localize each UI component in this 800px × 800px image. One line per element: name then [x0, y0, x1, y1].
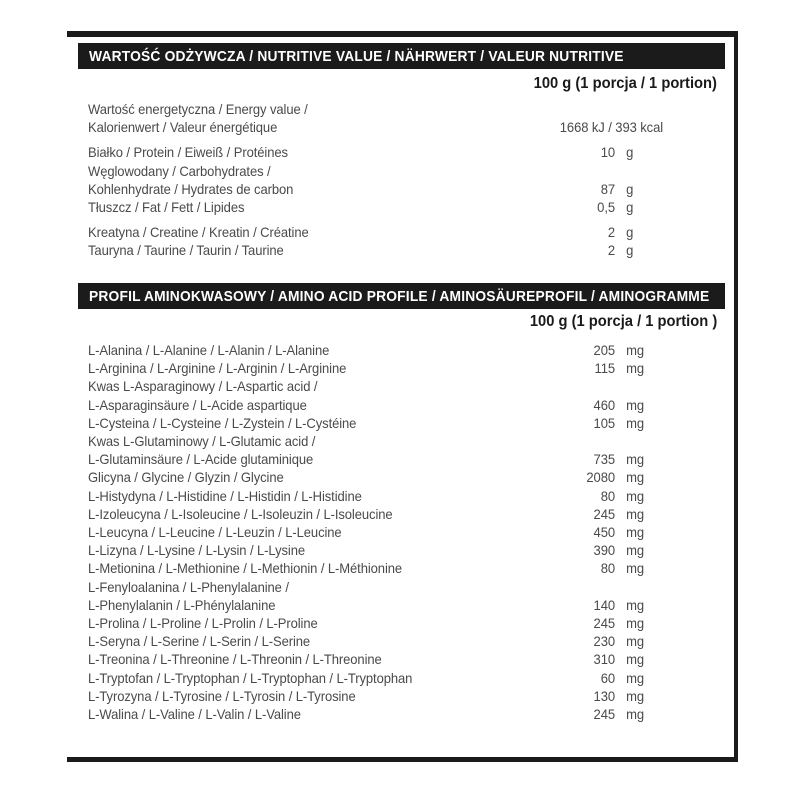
nutrient-unit: mg: [626, 669, 645, 686]
nutrient-name: Kreatyna / Creatine / Kreatin / Créatine: [88, 224, 309, 241]
row-group: [88, 341, 663, 723]
nutrient-amount: 80: [600, 560, 615, 577]
table-row: [88, 241, 663, 259]
nutrient-amount: 245: [593, 706, 615, 723]
nutrient-amount: 60: [600, 669, 615, 686]
nutrient-unit: g: [626, 224, 634, 241]
nutrient-amount: 80: [600, 487, 615, 504]
nutrient-name: L-Arginina / L-Arginine / L-Arginin / L-Arginine: [88, 360, 347, 377]
nutrient-name: L-Cysteina / L-Cysteine / L-Zystein / L-Cystéine: [88, 414, 357, 431]
nutrient-amount: 0,5: [597, 199, 615, 216]
table-row: [88, 650, 663, 668]
nutrient-amount: 2: [607, 224, 615, 241]
table-row: [88, 523, 663, 541]
nutrient-unit: g: [626, 144, 634, 161]
table-row: [88, 487, 663, 505]
table-row: [88, 223, 663, 241]
table-row: [88, 614, 663, 632]
nutrient-name: L-Lizyna / L-Lysine / L-Lysin / L-Lysine: [88, 542, 306, 559]
nutritive-value-table: [88, 100, 663, 260]
table-row: [88, 559, 663, 577]
table-row: [88, 377, 663, 413]
nutrient-name: L-Leucyna / L-Leucine / L-Leuzin / L-Leucine: [88, 524, 342, 541]
nutrient-unit: g: [626, 199, 634, 216]
nutrient-name: Białko / Protein / Eiweiß / Protéines: [88, 144, 288, 161]
table-row: [88, 198, 663, 216]
nutrient-amount: 390: [593, 542, 615, 559]
nutrient-amount: 87: [600, 180, 615, 197]
nutrient-name: L-Tryptofan / L-Tryptophan / L-Tryptophan / L-Tryptophan: [88, 669, 413, 686]
nutrient-amount: 205: [593, 342, 615, 358]
table-row: [88, 341, 663, 359]
table-row: [88, 100, 663, 136]
section-header-nutritive-value-text: WARTOŚĆ ODŻYWCZA / NUTRITIVE VALUE / NÄHRWERT / VALEUR NUTRITIVE: [89, 47, 624, 65]
table-row: [88, 669, 663, 687]
nutrient-name: Tłuszcz / Fat / Fett / Lipides: [88, 199, 245, 216]
nutrient-name: Wartość energetyczna / Energy value / Kalorienwert / Valeur énergétique: [88, 101, 308, 136]
nutrient-amount: 310: [593, 651, 615, 668]
nutrient-unit: mg: [626, 633, 645, 650]
nutrient-amount: 105: [593, 414, 615, 431]
table-row: [88, 414, 663, 432]
serving-size-amino: 100 g (1 porcja / 1 portion ): [529, 313, 717, 330]
nutrient-amount: 230: [593, 633, 615, 650]
nutrient-unit: mg: [626, 505, 645, 522]
nutrient-unit: mg: [626, 342, 645, 358]
nutrient-unit: mg: [626, 396, 645, 413]
serving-size-nutritive: 100 g (1 porcja / 1 portion): [533, 75, 717, 92]
nutrient-unit: mg: [626, 524, 645, 541]
nutrient-name: L-Izoleucyna / L-Isoleucine / L-Isoleuzin / L-Isoleucine: [88, 505, 393, 522]
nutrient-unit: mg: [626, 360, 645, 377]
nutrient-unit: mg: [626, 706, 645, 723]
section-header-nutritive-value: [78, 43, 725, 69]
nutrient-amount: 2080: [586, 469, 615, 486]
nutrient-amount: 735: [593, 451, 615, 468]
nutrient-unit: mg: [626, 615, 645, 632]
row-group: [88, 100, 663, 136]
nutrient-amount: 450: [593, 524, 615, 541]
nutrient-amount: 245: [593, 505, 615, 522]
table-row: [88, 359, 663, 377]
nutrient-amount: 115: [594, 360, 615, 377]
nutrient-name: L-Prolina / L-Proline / L-Prolin / L-Proline: [88, 615, 318, 632]
nutrient-name: L-Metionina / L-Methionine / L-Methionin / L-Méthionine: [88, 560, 403, 577]
nutrient-amount: 460: [593, 396, 615, 413]
nutrient-name: L-Seryna / L-Serine / L-Serin / L-Serine: [88, 633, 311, 650]
nutrient-name: L-Fenyloalanina / L-Phenylalanine / L-Phenylalanin / L-Phénylalanine: [88, 578, 289, 613]
section-header-amino-profile: [78, 283, 725, 309]
nutrient-name: L-Walina / L-Valine / L-Valin / L-Valine: [88, 706, 301, 723]
nutrient-unit: mg: [626, 469, 645, 486]
nutrient-unit: mg: [626, 651, 645, 668]
nutrient-name: Kwas L-Asparaginowy / L-Aspartic acid / L-Asparaginsäure / L-Acide aspartique: [88, 378, 318, 413]
nutrient-amount: 10: [600, 144, 615, 161]
nutrient-unit: mg: [626, 687, 645, 704]
table-row: [88, 705, 663, 723]
frame-top-border: [67, 31, 738, 37]
nutrient-name: Glicyna / Glycine / Glyzin / Glycine: [88, 469, 284, 486]
table-row: [88, 143, 663, 161]
nutrient-amount: 130: [593, 687, 615, 704]
nutrient-amount: 245: [593, 615, 615, 632]
frame-bottom-border: [67, 757, 738, 762]
nutrient-name: L-Tyrozyna / L-Tyrosine / L-Tyrosin / L-Tyrosine: [88, 687, 356, 704]
nutrient-name: L-Histydyna / L-Histidine / L-Histidin / L-Histidine: [88, 487, 362, 504]
nutrient-amount: 2: [607, 242, 615, 259]
nutrient-name: Tauryna / Taurine / Taurin / Taurine: [88, 242, 284, 259]
section-header-amino-profile-text: PROFIL AMINOKWASOWY / AMINO ACID PROFILE / AMINOSÄUREPROFIL / AMINOGRAMME: [89, 287, 710, 305]
nutrient-unit: g: [626, 180, 634, 197]
nutrient-unit: mg: [626, 451, 645, 468]
table-row: [88, 162, 663, 198]
amino-acid-table: [88, 341, 663, 723]
nutrient-unit: mg: [626, 560, 645, 577]
nutrient-name: L-Treonina / L-Threonine / L-Threonin / L-Threonine: [88, 651, 382, 668]
row-group: [88, 223, 663, 259]
nutrient-name: Kwas L-Glutaminowy / L-Glutamic acid / L-Glutaminsäure / L-Acide glutaminique: [88, 433, 316, 468]
nutrient-unit: mg: [626, 596, 645, 613]
table-row: [88, 578, 663, 614]
nutrient-unit: mg: [626, 414, 645, 431]
nutrient-amount: 1668 kJ / 393 kcal: [559, 119, 663, 136]
table-row: [88, 505, 663, 523]
row-group: [88, 143, 663, 216]
nutrient-unit: mg: [626, 487, 645, 504]
nutrient-unit: mg: [626, 542, 645, 559]
nutrient-unit: g: [626, 242, 634, 259]
table-row: [88, 541, 663, 559]
frame-right-border: [734, 31, 738, 761]
table-row: [88, 632, 663, 650]
nutrient-name: Węglowodany / Carbohydrates / Kohlenhydrate / Hydrates de carbon: [88, 162, 294, 197]
nutrient-amount: 140: [593, 596, 615, 613]
table-row: [88, 432, 663, 468]
nutrient-name: L-Alanina / L-Alanine / L-Alanin / L-Alanine: [88, 342, 330, 358]
table-row: [88, 468, 663, 486]
table-row: [88, 687, 663, 705]
